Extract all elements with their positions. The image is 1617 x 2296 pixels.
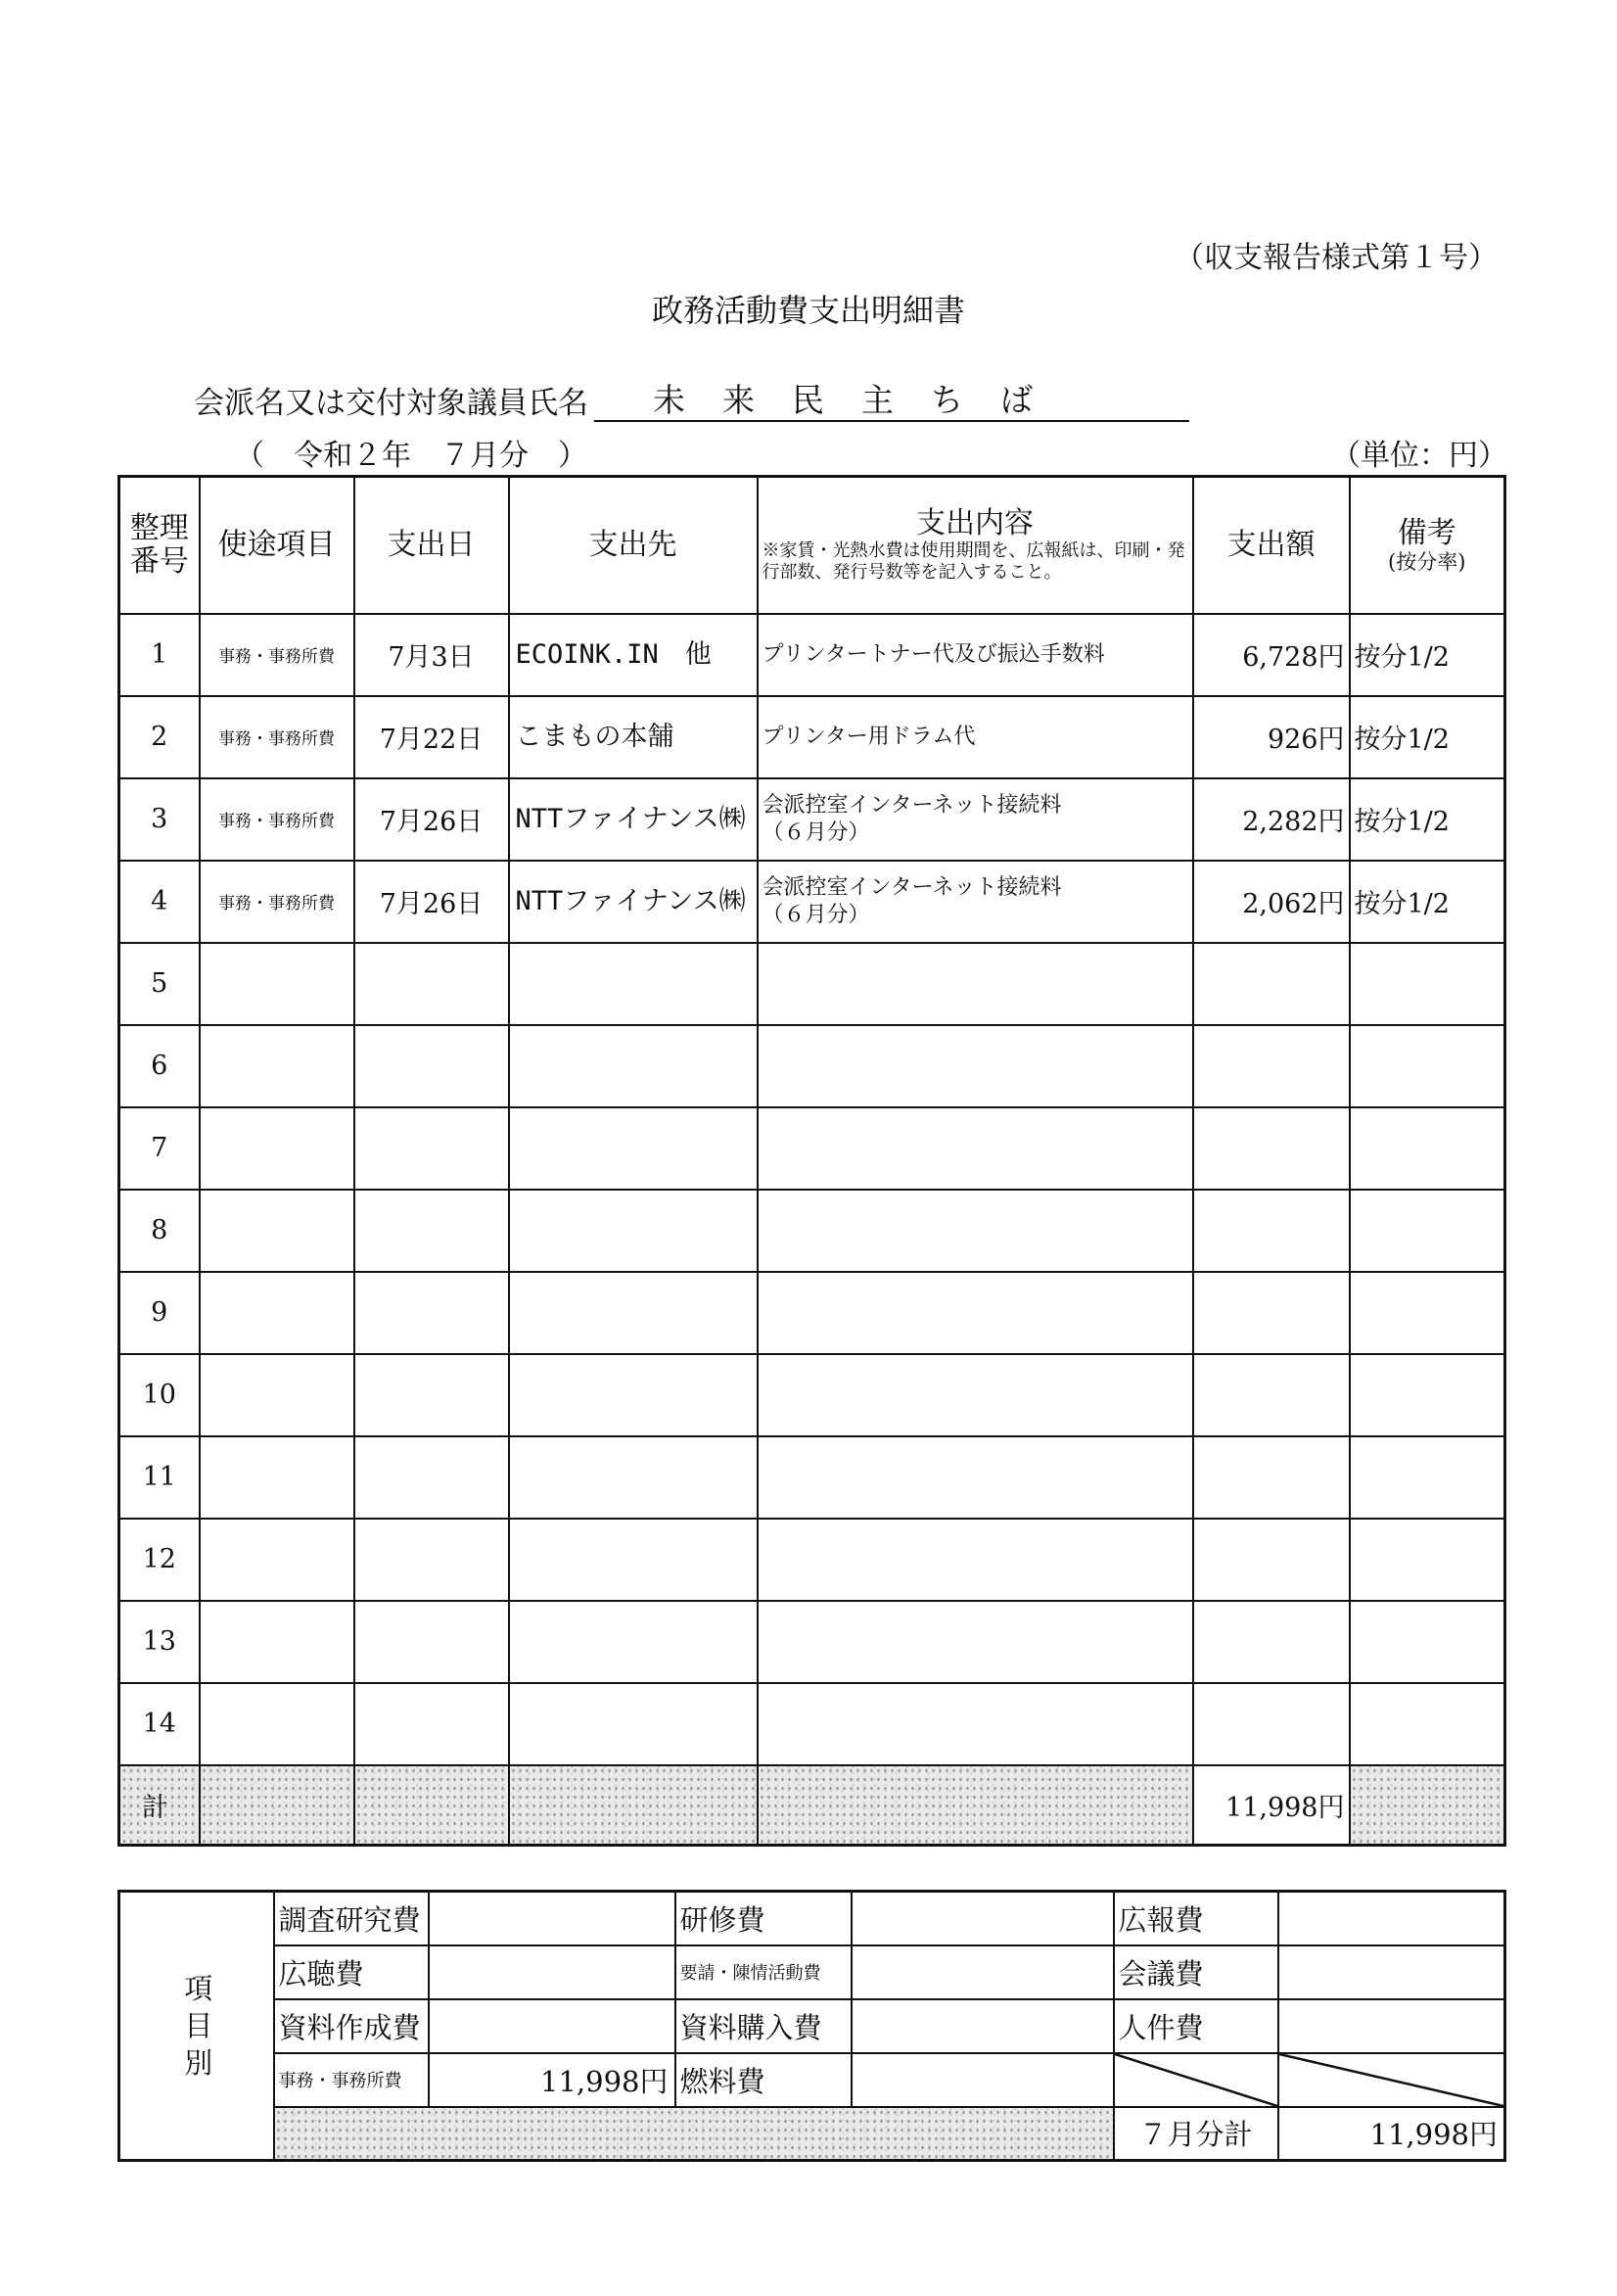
row-number: 1: [119, 614, 200, 696]
row-amount: 926円: [1193, 696, 1350, 778]
total-amount: 11,998円: [1193, 1765, 1350, 1846]
summary-side-label-2: 目: [184, 2009, 213, 2042]
summary-shaded-area: [274, 2107, 1114, 2161]
row-description: [758, 778, 1193, 861]
row-number: 4: [119, 861, 200, 943]
row-description-line1: プリンター用ドラム代: [762, 724, 976, 749]
row-payee: [509, 1190, 758, 1272]
report-period: （ 令和２年 ７月分 ）: [235, 439, 587, 473]
row-amount: [1193, 1683, 1350, 1765]
row-amount: [1193, 1519, 1350, 1601]
row-date: [354, 1519, 509, 1601]
row-number: 8: [119, 1190, 200, 1272]
summary-petition-value: [852, 1945, 1114, 1999]
header-category: 使途項目: [200, 477, 354, 614]
summary-research-label: 調査研究費: [274, 1892, 429, 1945]
row-payee: NTTファイナンス㈱: [509, 861, 758, 943]
table-row: [119, 1107, 1505, 1190]
row-description: [758, 1683, 1193, 1765]
row-category: [200, 1683, 354, 1765]
row-date: [354, 1354, 509, 1436]
summary-side-label-3: 別: [184, 2046, 213, 2080]
row-payee: [509, 1436, 758, 1519]
row-note: [1350, 1025, 1505, 1107]
summary-personnel-value: [1278, 1999, 1505, 2053]
summary-hearing-value: [429, 1945, 675, 1999]
total-blank: [354, 1765, 509, 1846]
header-note-sub: (按分率): [1388, 549, 1466, 574]
header-description: [758, 477, 1193, 614]
summary-slash-cell: [1278, 2053, 1505, 2107]
row-description: [758, 1107, 1193, 1190]
row-category: 事務・事務所費: [200, 614, 354, 696]
row-note: 按分1/2: [1350, 778, 1505, 861]
row-description-line1: 会派控室インターネット接続料: [762, 792, 1062, 818]
row-payee: [509, 1601, 758, 1683]
header-amount: 支出額: [1193, 477, 1350, 614]
row-date: [354, 1025, 509, 1107]
summary-office-label: 事務・事務所費: [274, 2053, 429, 2107]
row-payee: [509, 1107, 758, 1190]
row-description-line1: プリンタートナー代及び振込手数料: [762, 641, 1105, 667]
row-payee: [509, 1519, 758, 1601]
row-description-line1: 会派控室インターネット接続料: [762, 874, 1062, 900]
row-date: [354, 943, 509, 1025]
row-description: [758, 1272, 1193, 1354]
header-payee: 支出先: [509, 477, 758, 614]
row-number: 9: [119, 1272, 200, 1354]
header-description-note: ※家賃・光熱水費は使用期間を、広報紙は、印刷・発行部数、発行号数等を記入すること。: [762, 539, 1185, 583]
row-date: 7月22日: [354, 696, 509, 778]
header-note-title: 備考: [1397, 515, 1456, 550]
total-row: [119, 1765, 1505, 1846]
summary-pr-value: [1278, 1892, 1505, 1945]
summary-training-label: 研修費: [675, 1892, 852, 1945]
row-date: [354, 1190, 509, 1272]
row-description: [758, 1190, 1193, 1272]
row-description: [758, 943, 1193, 1025]
row-amount: [1193, 1272, 1350, 1354]
row-category: [200, 1519, 354, 1601]
row-category: [200, 1354, 354, 1436]
summary-materials-buying-value: [852, 1999, 1114, 2053]
row-category: 事務・事務所費: [200, 778, 354, 861]
month-total-amount: 11,998円: [1278, 2107, 1505, 2161]
row-category: [200, 1107, 354, 1190]
row-number: 5: [119, 943, 200, 1025]
row-date: [354, 1272, 509, 1354]
row-description: [758, 1601, 1193, 1683]
row-note: [1350, 1107, 1505, 1190]
row-description: [758, 861, 1193, 943]
summary-materials-making-value: [429, 1999, 675, 2053]
row-amount: [1193, 943, 1350, 1025]
table-row: [119, 1601, 1505, 1683]
expense-table: [117, 475, 1506, 1847]
summary-slash-cell: [1114, 2053, 1278, 2107]
header-note: [1350, 477, 1505, 614]
row-note: [1350, 1683, 1505, 1765]
row-category: [200, 1436, 354, 1519]
summary-side-label-1: 項: [184, 1972, 213, 2005]
table-row: [119, 1436, 1505, 1519]
row-amount: [1193, 1190, 1350, 1272]
row-note: 按分1/2: [1350, 696, 1505, 778]
row-date: [354, 1436, 509, 1519]
party-name: 未来民主ちば: [594, 381, 1189, 422]
party-row: [194, 377, 1189, 422]
row-payee: [509, 1683, 758, 1765]
summary-pr-label: 広報費: [1114, 1892, 1278, 1945]
row-description: [758, 614, 1193, 696]
unit-label: （単位：円）: [1331, 439, 1507, 473]
row-category: [200, 1272, 354, 1354]
row-description: [758, 1436, 1193, 1519]
summary-materials-buying-label: 資料購入費: [675, 1999, 852, 2053]
table-row: [119, 696, 1505, 778]
row-category: [200, 1025, 354, 1107]
row-note: [1350, 1190, 1505, 1272]
row-number: 6: [119, 1025, 200, 1107]
row-date: 7月26日: [354, 861, 509, 943]
table-row: [119, 1025, 1505, 1107]
row-number: 13: [119, 1601, 200, 1683]
row-payee: [509, 1272, 758, 1354]
table-row: [119, 1190, 1505, 1272]
row-amount: [1193, 1025, 1350, 1107]
party-label: 会派名又は交付対象議員氏名: [194, 386, 588, 421]
row-payee: [509, 1025, 758, 1107]
row-category: [200, 943, 354, 1025]
summary-training-value: [852, 1892, 1114, 1945]
table-row: [119, 1354, 1505, 1436]
summary-research-value: [429, 1892, 675, 1945]
total-blank: [758, 1765, 1193, 1846]
document-title: 政務活動費支出明細書: [651, 292, 965, 329]
row-note: [1350, 943, 1505, 1025]
row-category: [200, 1190, 354, 1272]
row-description-line2: （６月分）: [762, 820, 870, 845]
table-row: [119, 1272, 1505, 1354]
row-category: 事務・事務所費: [200, 861, 354, 943]
row-category: [200, 1601, 354, 1683]
summary-meeting-label: 会議費: [1114, 1945, 1278, 1999]
summary-fuel-value: [852, 2053, 1114, 2107]
summary-materials-making-label: 資料作成費: [274, 1999, 429, 2053]
summary-meeting-value: [1278, 1945, 1505, 1999]
summary-office-amount: 11,998円: [429, 2053, 675, 2107]
total-blank: [1350, 1765, 1505, 1846]
row-description: [758, 1519, 1193, 1601]
row-note: [1350, 1272, 1505, 1354]
total-label: 計: [119, 1765, 200, 1846]
row-payee: [509, 943, 758, 1025]
category-summary-table: [117, 1890, 1506, 2162]
row-date: [354, 1683, 509, 1765]
row-payee: [509, 1354, 758, 1436]
row-description: [758, 1354, 1193, 1436]
form-number: （収支報告様式第１号）: [1175, 241, 1498, 275]
table-row: [119, 1683, 1505, 1765]
row-date: 7月3日: [354, 614, 509, 696]
row-note: 按分1/2: [1350, 614, 1505, 696]
row-note: [1350, 1354, 1505, 1436]
row-amount: 2,062円: [1193, 861, 1350, 943]
row-date: [354, 1601, 509, 1683]
row-number: 3: [119, 778, 200, 861]
row-payee: ECOINK.IN 他: [509, 614, 758, 696]
row-payee: NTTファイナンス㈱: [509, 778, 758, 861]
row-description: [758, 696, 1193, 778]
header-no: 整理番号: [119, 477, 200, 614]
row-note: 按分1/2: [1350, 861, 1505, 943]
table-row: [119, 861, 1505, 943]
row-category: 事務・事務所費: [200, 696, 354, 778]
row-amount: 6,728円: [1193, 614, 1350, 696]
row-number: 14: [119, 1683, 200, 1765]
table-header-row: [119, 477, 1505, 614]
row-amount: [1193, 1354, 1350, 1436]
row-amount: 2,282円: [1193, 778, 1350, 861]
summary-fuel-label: 燃料費: [675, 2053, 852, 2107]
summary-personnel-label: 人件費: [1114, 1999, 1278, 2053]
month-total-label: ７月分計: [1114, 2107, 1278, 2161]
total-blank: [200, 1765, 354, 1846]
row-description: [758, 1025, 1193, 1107]
row-note: [1350, 1436, 1505, 1519]
row-number: 11: [119, 1436, 200, 1519]
table-row: [119, 778, 1505, 861]
row-date: 7月26日: [354, 778, 509, 861]
row-amount: [1193, 1601, 1350, 1683]
row-amount: [1193, 1107, 1350, 1190]
row-amount: [1193, 1436, 1350, 1519]
row-number: 12: [119, 1519, 200, 1601]
row-number: 7: [119, 1107, 200, 1190]
row-number: 10: [119, 1354, 200, 1436]
header-date: 支出日: [354, 477, 509, 614]
row-description-line2: （６月分）: [762, 902, 870, 927]
summary-petition-label: 要請・陳情活動費: [675, 1945, 852, 1999]
table-row: [119, 1519, 1505, 1601]
summary-hearing-label: 広聴費: [274, 1945, 429, 1999]
summary-side-label: [119, 1892, 274, 2161]
row-note: [1350, 1519, 1505, 1601]
row-note: [1350, 1601, 1505, 1683]
row-date: [354, 1107, 509, 1190]
table-row: [119, 614, 1505, 696]
row-number: 2: [119, 696, 200, 778]
header-description-title: 支出内容: [916, 505, 1034, 540]
table-row: [119, 943, 1505, 1025]
total-blank: [509, 1765, 758, 1846]
row-payee: こまもの本舗: [509, 696, 758, 778]
